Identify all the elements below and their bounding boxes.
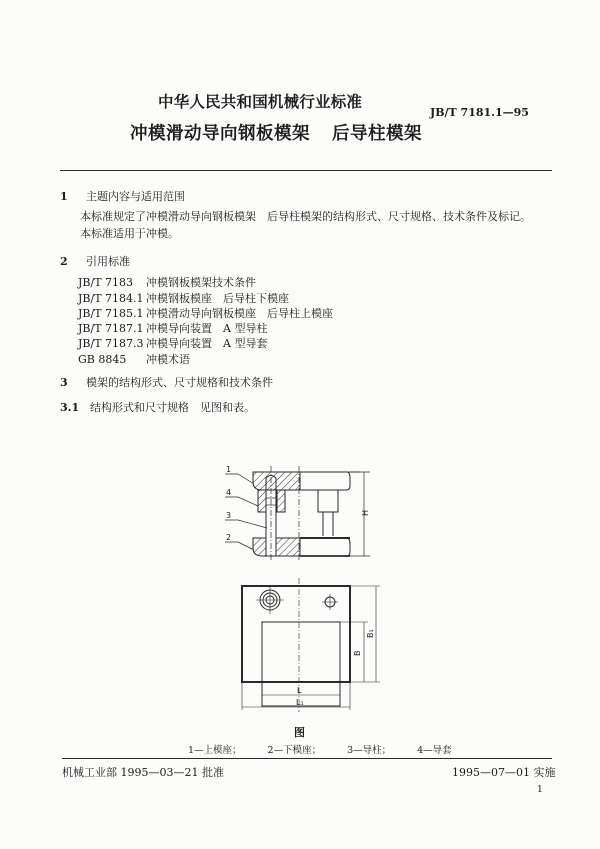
section-title: 结构形式和尺寸规格 见图和表。: [90, 401, 255, 414]
reference-code: JB/T 7185.1: [78, 307, 144, 320]
page-number: 1: [537, 785, 543, 795]
plan-view: [242, 578, 380, 712]
reference-title: 冲模术语: [146, 353, 190, 366]
lower-die-base: [253, 538, 350, 556]
approval-date: 机械工业部 1995—03—21 批准: [62, 766, 224, 779]
reference-title: 冲模滑动导向钢板模座 后导柱上模座: [146, 307, 333, 320]
reference-code: JB/T 7183: [78, 276, 134, 289]
title-part-2: 后导柱模架: [332, 124, 422, 144]
dim-label-b1: B₁: [366, 629, 375, 638]
issuing-organization: 中华人民共和国机械行业标准: [158, 93, 363, 111]
dim-label-h: H: [361, 509, 370, 516]
callout-3: 3: [226, 511, 232, 520]
dim-label-l1: L₁: [296, 698, 304, 707]
reference-code: GB 8845: [78, 353, 127, 366]
section-title: 引用标准: [86, 255, 130, 268]
section-number: 3: [60, 376, 68, 389]
legend-item: 3—导柱；: [347, 745, 392, 756]
section-title: 模架的结构形式、尺寸规格和技术条件: [86, 376, 273, 389]
section-1-paragraph-1: 本标准规定了冲模滑动导向钢板模架 后导柱模架的结构形式、尺寸规格、技术条件及标记。: [80, 210, 531, 223]
footer-rule: [62, 758, 552, 759]
section-number: 1: [60, 190, 68, 203]
section-title: 主题内容与适用范围: [86, 190, 185, 203]
dim-label-l: L: [297, 686, 302, 695]
section-number: 3.1: [60, 401, 80, 414]
guide-bushing: [258, 490, 285, 512]
legend-item: 2—下模座；: [267, 745, 322, 756]
reference-code: JB/T 7187.3: [78, 337, 144, 350]
reference-title: 冲模钢板模座 后导柱下模座: [146, 292, 289, 305]
reference-code: JB/T 7184.1: [78, 292, 144, 305]
section-number: 2: [60, 255, 68, 268]
section-1-paragraph-2: 本标准适用于冲模。: [80, 227, 179, 240]
legend-item: 1—上模座；: [188, 745, 242, 756]
callout-4: 4: [226, 488, 232, 497]
figure-caption: 图: [294, 726, 305, 739]
dim-label-b: B: [353, 650, 362, 656]
title-part-1: 冲模滑动导向钢板模架: [130, 124, 310, 144]
callout-1: 1: [226, 465, 232, 474]
legend-item: 4—导套: [417, 745, 452, 756]
implementation-date: 1995—07—01 实施: [452, 766, 556, 779]
callout-2: 2: [226, 533, 232, 542]
upper-die-base: [253, 472, 360, 490]
reference-title: 冲模钢板模架技术条件: [146, 276, 256, 289]
standard-number: JB/T 7181.1—95: [430, 106, 529, 119]
reference-title: 冲模导向装置 A 型导柱: [146, 322, 268, 335]
figure-legend: [188, 742, 478, 756]
reference-code: JB/T 7187.1: [78, 322, 144, 335]
reference-title: 冲模导向装置 A 型导套: [146, 337, 268, 350]
